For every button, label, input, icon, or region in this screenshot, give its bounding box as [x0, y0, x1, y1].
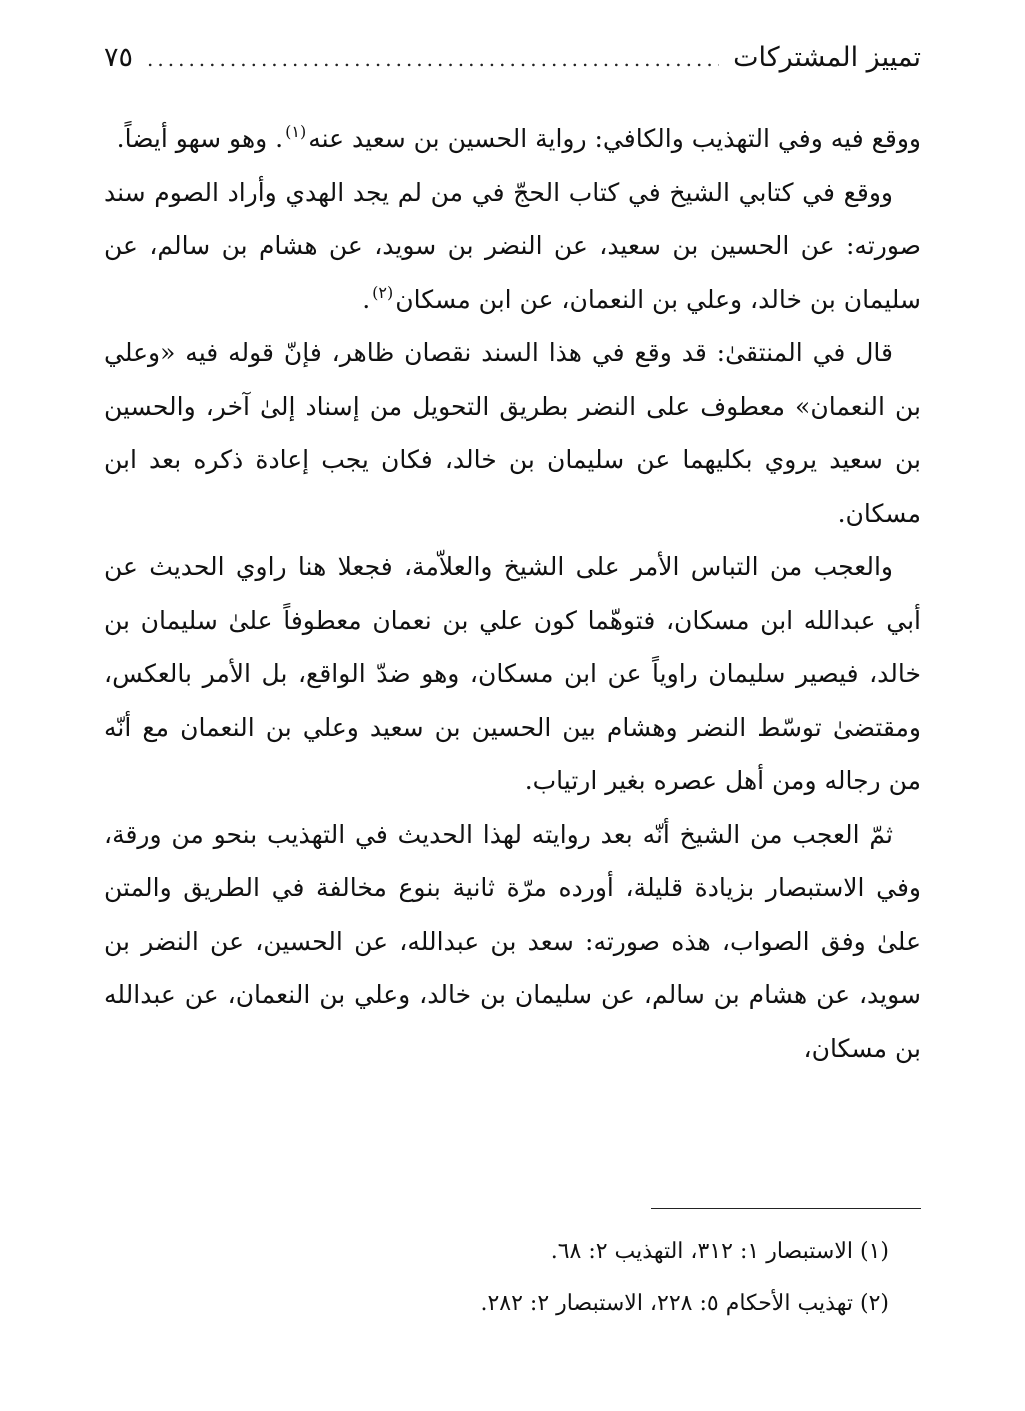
paragraph-3: قال في المنتقىٰ: قد وقع في هذا السند نقصان ظاهر، فإنّ قوله فيه «وعلي بن النعمان» معطوف على النضر بطريق التحويل من إسناد إلىٰ آخر، والحسين بن سعيد يروي بكليهما عن سليمان بن خالد، فكان يجب إعادة ذكره بعد ابن مسكان.	[104, 338, 921, 528]
paragraph-4: والعجب من التباس الأمر على الشيخ والعلاّمة، فجعلا هنا راوي الحديث عن أبي عبدالله ابن مسكان، فتوهّما كون علي بن نعمان معطوفاً علىٰ سليمان بن خالد، فيصير سليمان راوياً عن ابن مسكان، وهو ضدّ الواقع، بل الأمر بالعكس، ومقتضىٰ توسّط النضر وهشام بين الحسين بن سعيد وعلي بن النعمان مع أنّه من رجاله ومن أهل عصره بغير ارتياب.	[104, 552, 921, 795]
paragraph-5: ثمّ العجب من الشيخ أنّه بعد روايته لهذا الحديث في التهذيب بنحو من ورقة، وفي الاستبصار بزيادة قليلة، أورده مرّة ثانية بنوع مخالفة في الطريق والمتن علىٰ وفق الصواب، هذه صورته: سعد بن عبدالله، عن الحسين، عن النضر بن سويد، عن هشام بن سالم، عن سليمان بن خالد، وعلي بن النعمان، عن عبدالله بن مسكان،	[104, 819, 921, 1063]
running-header	[104, 42, 921, 82]
paragraph-1-tail: . وهو سهو أيضاً.	[116, 124, 284, 153]
footnotes	[104, 1226, 889, 1330]
footnote-1: (١) الاستبصار ١: ٣١٢، التهذيب ٢: ٦٨.	[550, 1239, 889, 1264]
paragraph-2-tail: .	[362, 284, 371, 314]
paragraph-2-text: ووقع في كتابي الشيخ في كتاب الحجّ في من لم يجد الهدي وأراد الصوم سند صورته: عن الحسين بن سعيد، عن النضر بن سويد، عن هشام بن سالم، عن سليمان بن خالد، وعلي بن النعمان، عن ابن مسكان	[104, 177, 921, 314]
paragraph-1-text: ووقع فيه وفي التهذيب والكافي: رواية الحسين بن سعيد عنه	[308, 124, 921, 153]
page-number: ٧٥	[104, 42, 134, 73]
header-leader-dots	[147, 47, 719, 71]
footnote-ref-1[interactable]: (١)	[285, 122, 307, 141]
footnote-ref-2[interactable]: (٢)	[372, 282, 394, 302]
footnote-2: (٢) تهذيب الأحكام ٥: ٢٢٨، الاستبصار ٢: ٢٨٢.	[480, 1291, 889, 1316]
paragraph-2	[104, 166, 921, 327]
header-title: تمييز المشتركات	[733, 42, 921, 73]
paragraph-1	[104, 112, 921, 166]
main-text	[104, 112, 921, 1075]
footnote-separator	[651, 1208, 921, 1209]
